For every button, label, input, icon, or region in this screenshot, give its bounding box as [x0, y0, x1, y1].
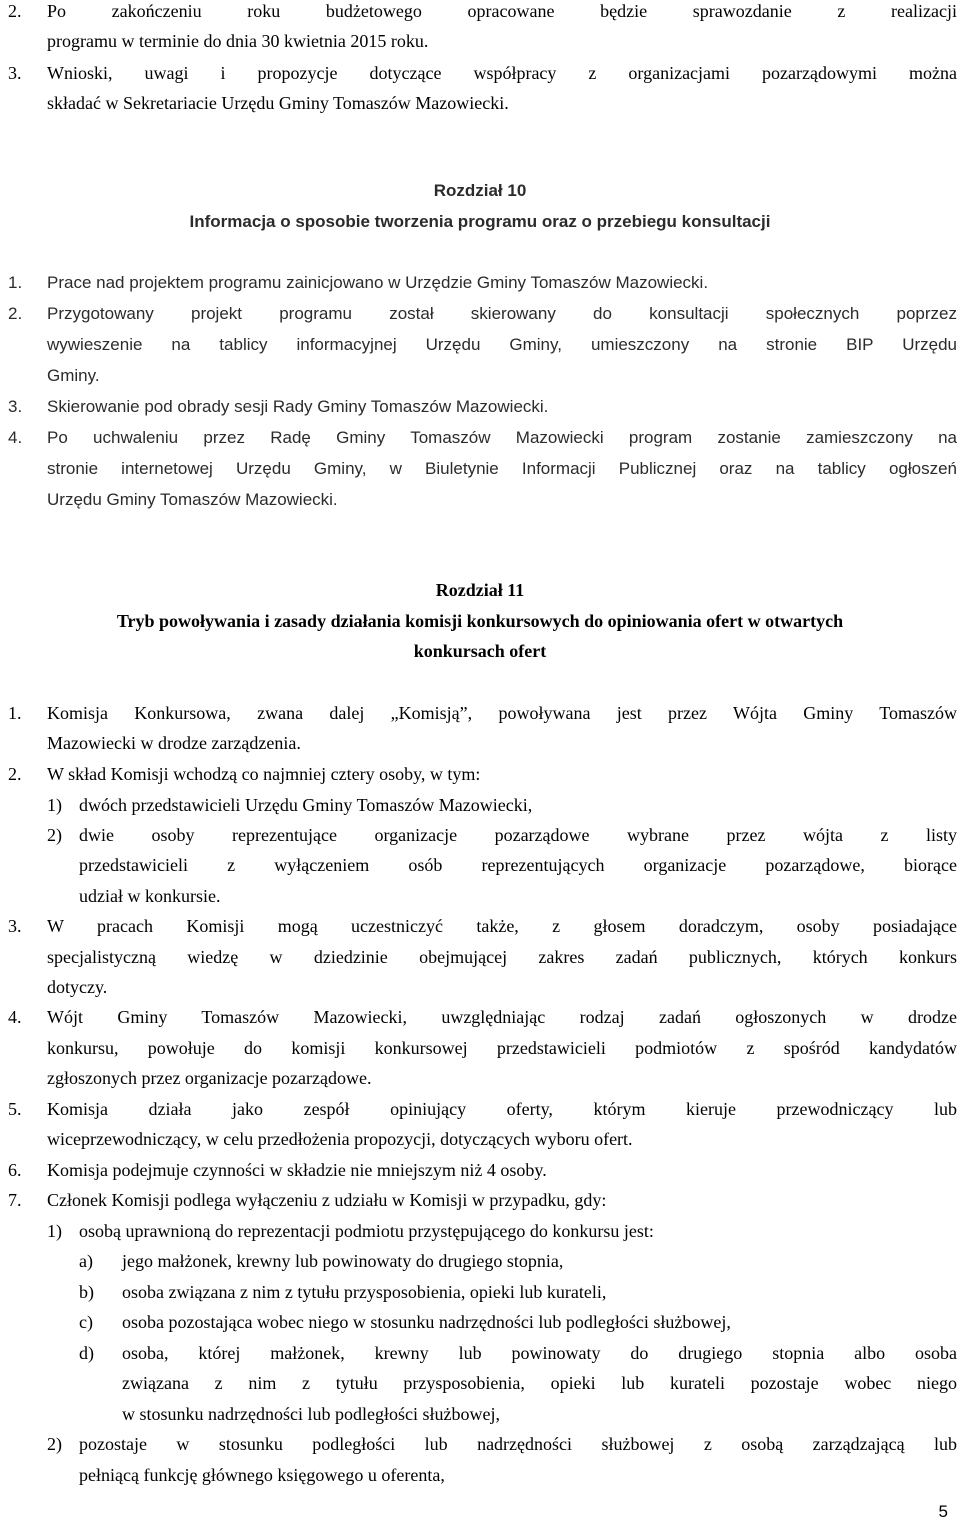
chapter-subtitle: Informacja o sposobie tworzenia programu oraz o przebiegu konsultacji	[189, 212, 771, 231]
paragraph-line: Członek Komisji podlega wyłączeniu z udziału w Komisji w przypadku, gdy:	[47, 1190, 607, 1210]
letter-list-marker: d)	[79, 1343, 94, 1363]
paragraph-line: W pracach Komisji mogą uczestniczyć także, z głosem doradczym, osoby posiadające	[47, 916, 957, 936]
paragraph-line: Po uchwaleniu przez Radę Gminy Tomaszów Mazowiecki program zostanie zamieszczony na	[47, 428, 957, 447]
list-number: 2.	[8, 764, 22, 784]
list-number: 1.	[8, 703, 22, 723]
paragraph-line: Mazowiecki w drodze zarządzenia.	[47, 733, 301, 753]
paragraph-line: Komisja podejmuje czynności w składzie nie mniejszym niż 4 osoby.	[47, 1160, 547, 1180]
sub-list-number: 2)	[47, 1434, 62, 1454]
letter-list-marker: b)	[79, 1282, 94, 1302]
chapter-title: Rozdział 10	[433, 181, 527, 200]
paragraph-line: specjalistyczną wiedzę w dziedzinie obejmującej zakres zadań publicznych, których konkurs	[47, 947, 957, 967]
paragraph-line: dwie osoby reprezentujące organizacje pozarządowe wybrane przez wójta z listy	[79, 825, 957, 845]
paragraph-line: Urzędu Gminy Tomaszów Mazowiecki.	[47, 490, 338, 509]
sub-list-number: 2)	[47, 825, 62, 845]
paragraph-line: Komisja Konkursowa, zwana dalej „Komisją”, powoływana jest przez Wójta Gminy Tomaszów	[47, 703, 957, 723]
paragraph-line: osoba pozostająca wobec niego w stosunku nadrzędności lub podległości służbowej,	[122, 1312, 731, 1332]
paragraph-line: związana z nim z tytułu przysposobienia, opieki lub kurateli pozostaje wobec niego	[122, 1373, 957, 1393]
paragraph-line: wiceprzewodniczący, w celu przedłożenia propozycji, dotyczących wyboru ofert.	[47, 1129, 633, 1149]
list-number: 2.	[8, 304, 23, 323]
paragraph-line: udział w konkursie.	[79, 886, 221, 906]
paragraph-line: Komisja działa jako zespół opiniujący oferty, którym kieruje przewodniczący lub	[47, 1099, 957, 1119]
sub-list-number: 1)	[47, 795, 62, 815]
list-number: 3.	[8, 63, 22, 83]
paragraph-line: Wnioski, uwagi i propozycje dotyczące współpracy z organizacjami pozarządowymi można	[47, 63, 957, 83]
paragraph-line: W skład Komisji wchodzą co najmniej cztery osoby, w tym:	[47, 764, 481, 784]
paragraph-line: w stosunku nadrzędności lub podległości służbowej,	[122, 1404, 500, 1424]
paragraph-line: pozostaje w stosunku podległości lub nadrzędności służbowej z osobą zarządzającą lub	[79, 1434, 957, 1454]
paragraph-line: jego małżonek, krewny lub powinowaty do drugiego stopnia,	[122, 1251, 564, 1271]
paragraph-line: programu w terminie do dnia 30 kwietnia 2015 roku.	[47, 31, 429, 51]
letter-list-marker: c)	[79, 1312, 93, 1332]
list-number: 5.	[8, 1099, 22, 1119]
list-number: 4.	[8, 1007, 22, 1027]
paragraph-line: dotyczy.	[47, 977, 108, 997]
paragraph-line: konkursu, powołuje do komisji konkursowej przedstawicieli podmiotów z spośród kandydatów	[47, 1038, 957, 1058]
list-number: 4.	[8, 428, 23, 447]
paragraph-line: Skierowanie pod obrady sesji Rady Gminy Tomaszów Mazowiecki.	[47, 397, 549, 416]
paragraph-line: Gminy.	[47, 366, 100, 385]
paragraph-line: przedstawicieli z wyłączeniem osób reprezentujących organizacje pozarządowe, biorące	[79, 855, 957, 875]
paragraph-line: Po zakończeniu roku budżetowego opracowane będzie sprawozdanie z realizacji	[47, 1, 957, 21]
page-number: 5	[938, 1502, 948, 1521]
paragraph-line: osoba, której małżonek, krewny lub powinowaty do drugiego stopnia albo osoba	[122, 1343, 957, 1363]
paragraph-line: wywieszenie na tablicy informacyjnej Urzędu Gminy, umieszczony na stronie BIP Urzędu	[47, 335, 957, 354]
paragraph-line: dwóch przedstawicieli Urzędu Gminy Tomaszów Mazowiecki,	[79, 795, 533, 815]
sub-list-number: 1)	[47, 1221, 62, 1241]
list-number: 3.	[8, 916, 22, 936]
list-number: 6.	[8, 1160, 22, 1180]
list-number: 3.	[8, 397, 23, 416]
letter-list-marker: a)	[79, 1251, 93, 1271]
paragraph-line: Prace nad projektem programu zainicjowano w Urzędzie Gminy Tomaszów Mazowiecki.	[47, 273, 709, 292]
paragraph-line: stronie internetowej Urzędu Gminy, w Biuletynie Informacji Publicznej oraz na tablicy ogłoszeń	[47, 459, 957, 478]
list-number: 1.	[8, 273, 23, 292]
paragraph-line: zgłoszonych przez organizacje pozarządowe.	[47, 1068, 372, 1088]
chapter-subtitle-line: konkursach ofert	[413, 641, 547, 661]
paragraph-line: Przygotowany projekt programu został skierowany do konsultacji społecznych poprzez	[47, 304, 957, 323]
paragraph-line: pełniącą funkcję głównego księgowego u oferenta,	[79, 1465, 445, 1485]
list-number: 7.	[8, 1190, 22, 1210]
list-number: 2.	[8, 1, 22, 21]
chapter-subtitle-line: Tryb powoływania i zasady działania komisji konkursowych do opiniowania ofert w otwartych	[116, 611, 844, 631]
paragraph-line: składać w Sekretariacie Urzędu Gminy Tomaszów Mazowiecki.	[47, 93, 509, 113]
paragraph-line: osobą uprawnioną do reprezentacji podmiotu przystępującego do konkursu jest:	[79, 1221, 654, 1241]
paragraph-line: Wójt Gminy Tomaszów Mazowiecki, uwzględniając rodzaj zadań ogłoszonych w drodze	[47, 1007, 957, 1027]
paragraph-line: osoba związana z nim z tytułu przysposobienia, opieki lub kurateli,	[122, 1282, 607, 1302]
chapter-title: Rozdział 11	[435, 580, 525, 600]
